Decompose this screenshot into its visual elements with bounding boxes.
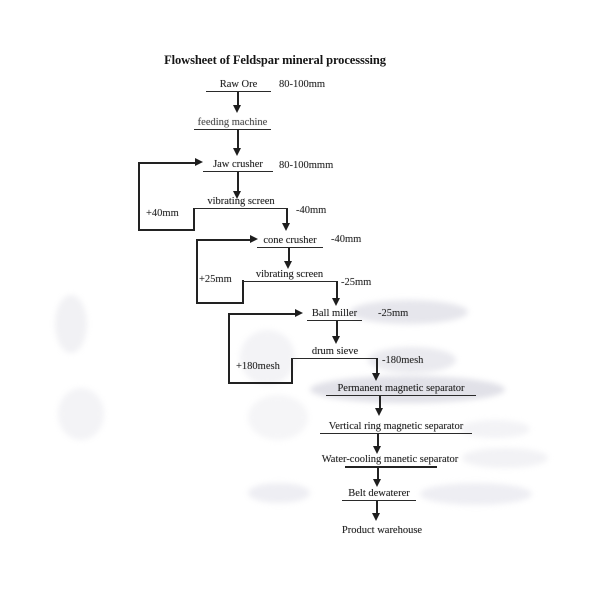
annotation-jaw-crusher-size: 80-100mmm <box>279 160 334 171</box>
flow-line <box>242 280 244 304</box>
node-water-cooling-magnetic-separator: Water-cooling manetic separator <box>321 454 459 465</box>
node-cone-crusher: cone crusher <box>257 235 323 248</box>
annotation-cone-crusher-size: -40mm <box>331 234 362 245</box>
arrow-right-icon <box>250 235 258 243</box>
flow-line <box>228 382 293 384</box>
flow-line <box>237 172 239 192</box>
annotation-ball-miller-size: -25mm <box>378 308 409 319</box>
arrow-down-icon <box>332 336 340 344</box>
arrow-down-icon <box>373 479 381 487</box>
scan-smudge <box>420 483 532 505</box>
flow-line <box>336 281 338 299</box>
annotation-raw-ore-size: 80-100mm <box>279 79 326 90</box>
node-vibrating-screen-2: vibrating screen <box>242 269 337 282</box>
flow-line <box>237 129 239 148</box>
flow-line <box>196 239 250 241</box>
node-vertical-ring-magnetic-separator: Vertical ring magnetic separator <box>320 421 472 434</box>
arrow-down-icon <box>332 298 340 306</box>
node-ball-miller: Ball miller <box>307 308 362 321</box>
flow-line <box>196 239 198 304</box>
flow-line <box>138 162 195 164</box>
flow-line <box>196 302 243 304</box>
flow-line <box>376 358 378 374</box>
arrow-down-icon <box>375 408 383 416</box>
flow-line <box>286 209 288 224</box>
flow-line <box>193 208 195 231</box>
arrow-right-icon <box>195 158 203 166</box>
label-undersize-40mm: -40mm <box>296 205 327 216</box>
node-product-warehouse: Product warehouse <box>341 525 423 536</box>
node-permanent-magnetic-separator: Permanent magnetic separator <box>326 383 476 396</box>
label-oversize-40mm: +40mm <box>146 208 179 219</box>
arrow-down-icon <box>233 148 241 156</box>
flow-line <box>138 162 140 231</box>
label-undersize-25mm: -25mm <box>341 277 372 288</box>
scan-smudge <box>350 300 468 324</box>
scan-smudge <box>58 388 104 440</box>
flow-line <box>336 321 338 337</box>
scan-smudge <box>55 295 87 353</box>
node-jaw-crusher: Jaw crusher <box>203 159 273 172</box>
label-oversize-180mesh: +180mesh <box>236 361 280 372</box>
arrow-down-icon <box>282 223 290 231</box>
flow-line <box>138 229 195 231</box>
flow-line <box>228 313 295 315</box>
label-undersize-180mesh: -180mesh <box>382 355 424 366</box>
scan-smudge <box>462 448 548 468</box>
flow-line <box>228 313 230 384</box>
scan-smudge <box>248 483 310 503</box>
page-title: Flowsheet of Feldspar mineral processsing <box>164 53 386 67</box>
scan-smudge <box>248 395 308 440</box>
partial-underline <box>345 466 437 468</box>
arrow-down-icon <box>372 373 380 381</box>
arrow-down-icon <box>372 513 380 521</box>
arrow-right-icon <box>295 309 303 317</box>
arrow-down-icon <box>284 261 292 269</box>
flow-line <box>288 248 290 262</box>
arrow-down-icon <box>373 446 381 454</box>
node-raw-ore: Raw Ore <box>206 79 271 92</box>
label-oversize-25mm: +25mm <box>199 274 232 285</box>
arrow-down-icon <box>233 105 241 113</box>
node-vibrating-screen-1: vibrating screen <box>194 196 288 209</box>
scan-smudge <box>240 330 295 385</box>
flow-line <box>237 92 239 105</box>
node-belt-dewaterer: Belt dewaterer <box>342 488 416 501</box>
node-feeding-machine: feeding machine <box>194 117 271 130</box>
node-drum-sieve: drum sieve <box>292 346 378 359</box>
flow-line <box>291 358 293 384</box>
